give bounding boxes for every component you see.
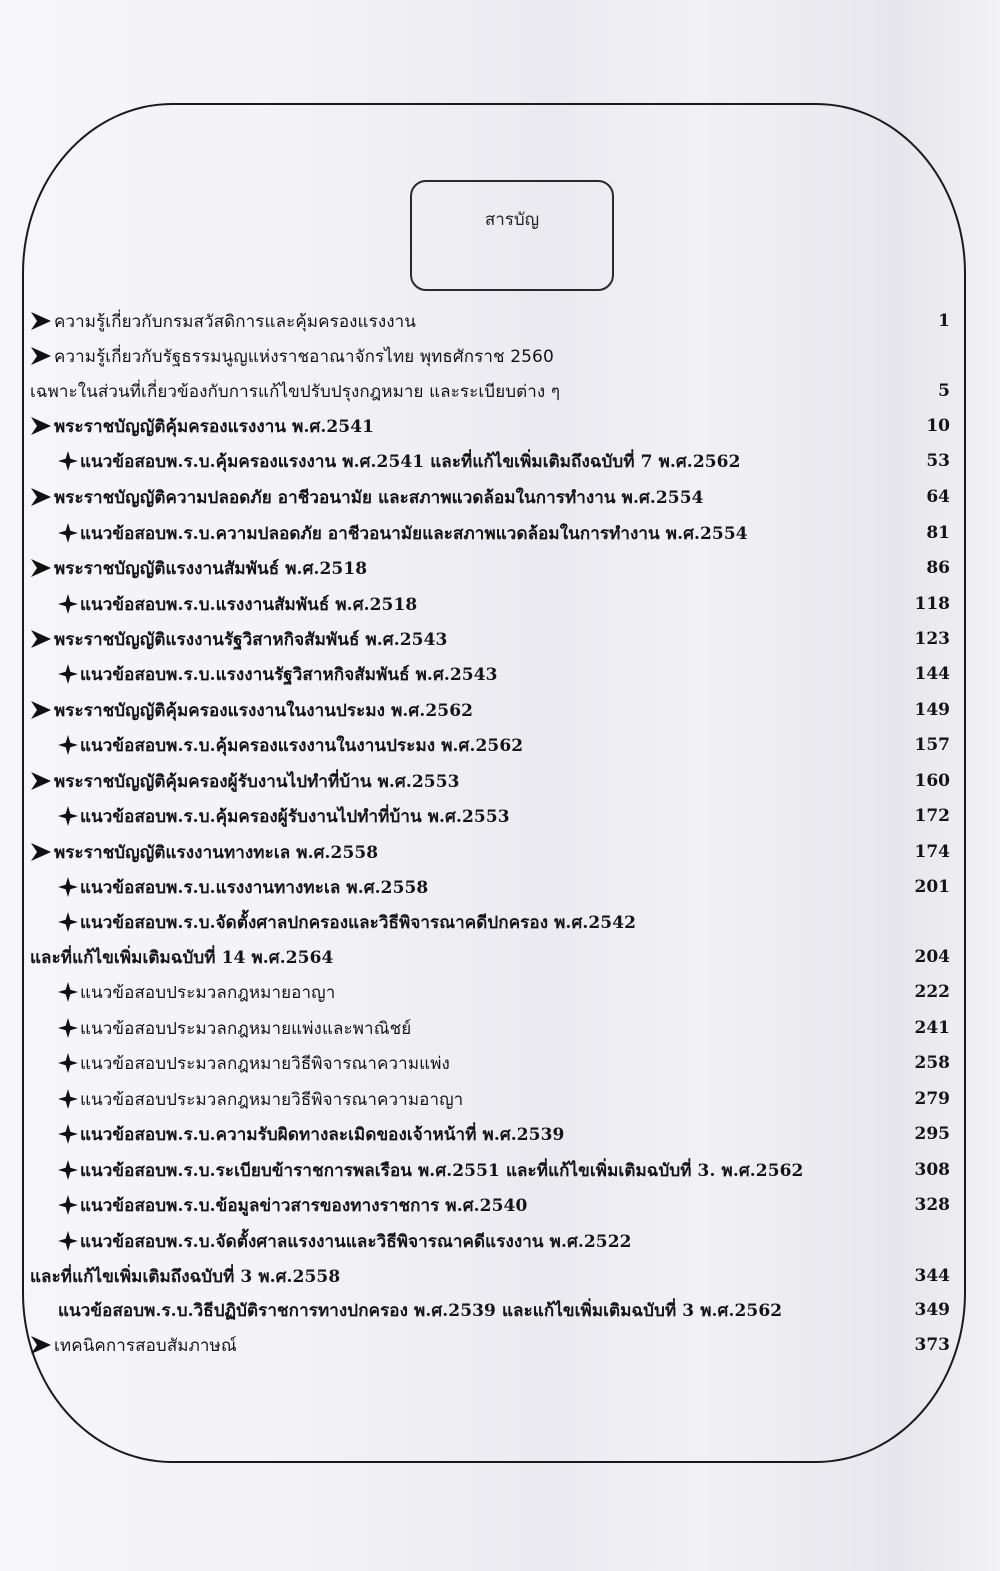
toc-page-number: 308 xyxy=(914,1160,950,1180)
toc-entry[interactable] xyxy=(30,975,950,1009)
toc-entry-title: เทคนิคการสอบสัมภาษณ์ xyxy=(54,1335,237,1356)
toc-page-number: 172 xyxy=(914,806,950,826)
arrow-bullet-icon xyxy=(30,311,52,331)
star-bullet-icon xyxy=(58,1160,78,1180)
toc-entry-title: แนวข้อสอบประมวลกฎหมายวิธีพิจารณาความอาญา xyxy=(80,1089,464,1110)
toc-entry[interactable] xyxy=(30,835,950,869)
toc-page-number: 160 xyxy=(914,771,950,791)
toc-entry-title: แนวข้อสอบพ.ร.บ.วิธีปฏิบัติราชการทางปกครอง พ.ศ.2539 และแก้ไขเพิ่มเติมฉบับที่ 3 พ.ศ.2562 xyxy=(58,1300,783,1321)
toc-entry-title: และที่แก้ไขเพิ่มเติมฉบับที่ 14 พ.ศ.2564 xyxy=(30,947,334,968)
toc-entry[interactable] xyxy=(30,1328,950,1362)
toc-page-number: 157 xyxy=(914,735,950,755)
toc-page-number: 1 xyxy=(938,311,950,331)
toc-entry[interactable] xyxy=(30,339,950,373)
star-bullet-icon xyxy=(58,806,78,826)
star-bullet-icon xyxy=(58,735,78,755)
star-bullet-icon xyxy=(58,1018,78,1038)
toc-entry[interactable] xyxy=(30,728,950,762)
arrow-bullet-icon xyxy=(30,346,52,366)
toc-page-number: 295 xyxy=(914,1124,950,1144)
toc-entry-title: พระราชบัญญัติคุ้มครองแรงงาน พ.ศ.2541 xyxy=(54,416,375,437)
toc-entry[interactable] xyxy=(30,551,950,585)
toc-entry-title: พระราชบัญญัติคุ้มครองแรงงานในงานประมง พ.ศ.2562 xyxy=(54,700,474,721)
toc-entry[interactable] xyxy=(30,480,950,514)
toc-entry-title: พระราชบัญญัติคุ้มครองผู้รับงานไปทำที่บ้าน พ.ศ.2553 xyxy=(54,771,460,792)
toc-entry[interactable] xyxy=(30,409,950,443)
toc-page-number: 118 xyxy=(914,594,950,614)
toc-entry-title: แนวข้อสอบพ.ร.บ.แรงงานทางทะเล พ.ศ.2558 xyxy=(80,877,429,898)
toc-entry-title: แนวข้อสอบพ.ร.บ.ความปลอดภัย อาชีวอนามัยและสภาพแวดล้อมในการทำงาน พ.ศ.2554 xyxy=(80,523,748,544)
arrow-bullet-icon xyxy=(30,629,52,649)
toc-entry[interactable] xyxy=(30,516,950,550)
arrow-bullet-icon xyxy=(30,558,52,578)
page-title: สารบัญ xyxy=(484,210,540,230)
toc-page-number: 86 xyxy=(926,558,950,578)
toc-entry-title: แนวข้อสอบพ.ร.บ.คุ้มครองแรงงาน พ.ศ.2541 และที่แก้ไขเพิ่มเติมถึงฉบับที่ 7 พ.ศ.2562 xyxy=(80,451,741,472)
toc-page-number: 204 xyxy=(914,947,950,967)
toc-entry-title: พระราชบัญญัติแรงงานรัฐวิสาหกิจสัมพันธ์ พ.ศ.2543 xyxy=(54,629,448,650)
toc-entry-title: แนวข้อสอบพ.ร.บ.แรงงานรัฐวิสาหกิจสัมพันธ์ พ.ศ.2543 xyxy=(80,664,498,685)
toc-entry[interactable] xyxy=(30,444,950,478)
toc-entry-title: พระราชบัญญัติความปลอดภัย อาชีวอนามัย และสภาพแวดล้อมในการทำงาน พ.ศ.2554 xyxy=(54,487,704,508)
toc-entry[interactable] xyxy=(30,1153,950,1187)
toc-page-number: 241 xyxy=(914,1018,950,1038)
arrow-bullet-icon xyxy=(30,1335,52,1355)
star-bullet-icon xyxy=(58,1124,78,1144)
toc-page-number: 53 xyxy=(926,451,950,471)
star-bullet-icon xyxy=(58,1195,78,1215)
star-bullet-icon xyxy=(58,594,78,614)
toc-entry[interactable] xyxy=(30,622,950,656)
star-bullet-icon xyxy=(58,1231,78,1251)
toc-entry-title: แนวข้อสอบประมวลกฎหมายอาญา xyxy=(80,982,336,1003)
arrow-bullet-icon xyxy=(30,700,52,720)
toc-entry-title: ความรู้เกี่ยวกับรัฐธรรมนูญแห่งราชอาณาจักรไทย พุทธศักราช 2560 xyxy=(54,346,554,367)
toc-entry[interactable] xyxy=(30,799,950,833)
toc-entry-title: แนวข้อสอบพ.ร.บ.จัดตั้งศาลปกครองและวิธีพิจารณาคดีปกครอง พ.ศ.2542 xyxy=(80,912,637,933)
toc-entry[interactable] xyxy=(30,1188,950,1222)
star-bullet-icon xyxy=(58,664,78,684)
arrow-bullet-icon xyxy=(30,487,52,507)
toc-entry-title: และที่แก้ไขเพิ่มเติมถึงฉบับที่ 3 พ.ศ.2558 xyxy=(30,1266,341,1287)
toc-entry-title: แนวข้อสอบพ.ร.บ.จัดตั้งศาลแรงงานและวิธีพิจารณาคดีแรงงาน พ.ศ.2522 xyxy=(80,1231,632,1252)
star-bullet-icon xyxy=(58,1089,78,1109)
toc-entry[interactable] xyxy=(30,764,950,798)
toc-entry-title: แนวข้อสอบพ.ร.บ.ข้อมูลข่าวสารของทางราชการ พ.ศ.2540 xyxy=(80,1195,528,1216)
toc-page-number: 149 xyxy=(914,700,950,720)
toc-entry[interactable] xyxy=(30,1117,950,1151)
toc-entry-title: เฉพาะในส่วนที่เกี่ยวข้องกับการแก้ไขปรับปรุงกฎหมาย และระเบียบต่าง ๆ xyxy=(30,381,561,402)
toc-page-number: 174 xyxy=(914,842,950,862)
toc-entry-title: พระราชบัญญัติแรงงานสัมพันธ์ พ.ศ.2518 xyxy=(54,558,368,579)
toc-title-box xyxy=(410,180,614,291)
toc-page-number: 373 xyxy=(914,1335,950,1355)
toc-entry-title: ความรู้เกี่ยวกับกรมสวัสดิการและคุ้มครองแรงงาน xyxy=(54,311,416,332)
star-bullet-icon xyxy=(58,912,78,932)
toc-entry[interactable] xyxy=(30,1046,950,1080)
star-bullet-icon xyxy=(58,982,78,1002)
toc-entry-title: แนวข้อสอบพ.ร.บ.ความรับผิดทางละเมิดของเจ้าหน้าที่ พ.ศ.2539 xyxy=(80,1124,565,1145)
toc-page-number: 258 xyxy=(914,1053,950,1073)
toc-page-number: 144 xyxy=(914,664,950,684)
toc-page-number: 64 xyxy=(926,487,950,507)
star-bullet-icon xyxy=(58,451,78,471)
toc-entry-title: แนวข้อสอบพ.ร.บ.ระเบียบข้าราชการพลเรือน พ.ศ.2551 และที่แก้ไขเพิ่มเติมฉบับที่ 3. พ.ศ.2562 xyxy=(80,1160,804,1181)
toc-entry-continuation[interactable] xyxy=(30,940,950,974)
toc-entry-title: แนวข้อสอบพ.ร.บ.คุ้มครองผู้รับงานไปทำที่บ้าน พ.ศ.2553 xyxy=(80,806,510,827)
toc-entry[interactable] xyxy=(30,905,950,939)
toc-entry-title: แนวข้อสอบประมวลกฎหมายวิธีพิจารณาความแพ่ง xyxy=(80,1053,450,1074)
star-bullet-icon xyxy=(58,877,78,897)
arrow-bullet-icon xyxy=(30,416,52,436)
toc-entry-continuation[interactable] xyxy=(30,374,950,408)
toc-entry[interactable] xyxy=(30,870,950,904)
toc-page-number: 10 xyxy=(926,416,950,436)
toc-page-number: 279 xyxy=(914,1089,950,1109)
arrow-bullet-icon xyxy=(30,842,52,862)
toc-entry-title: แนวข้อสอบประมวลกฎหมายแพ่งและพาณิชย์ xyxy=(80,1018,412,1039)
toc-entry-title: แนวข้อสอบพ.ร.บ.แรงงานสัมพันธ์ พ.ศ.2518 xyxy=(80,594,418,615)
toc-page-number: 222 xyxy=(914,982,950,1002)
toc-entry[interactable] xyxy=(30,1293,950,1327)
toc-page-number: 349 xyxy=(914,1300,950,1320)
toc-entry[interactable] xyxy=(30,1011,950,1045)
toc-entry[interactable] xyxy=(30,657,950,691)
toc-page-number: 328 xyxy=(914,1195,950,1215)
star-bullet-icon xyxy=(58,1053,78,1073)
toc-page-number: 81 xyxy=(926,523,950,543)
arrow-bullet-icon xyxy=(30,771,52,791)
toc-page-number: 123 xyxy=(914,629,950,649)
toc-entry-title: พระราชบัญญัติแรงงานทางทะเล พ.ศ.2558 xyxy=(54,842,379,863)
toc-entry[interactable] xyxy=(30,587,950,621)
toc-page-number: 344 xyxy=(914,1266,950,1286)
toc-entry[interactable] xyxy=(30,1224,950,1258)
toc-entry[interactable] xyxy=(30,693,950,727)
star-bullet-icon xyxy=(58,523,78,543)
toc-entry-continuation[interactable] xyxy=(30,1259,950,1293)
toc-page-number: 5 xyxy=(938,381,950,401)
toc-entry[interactable] xyxy=(30,1082,950,1116)
toc-entry-title: แนวข้อสอบพ.ร.บ.คุ้มครองแรงงานในงานประมง พ.ศ.2562 xyxy=(80,735,524,756)
toc-page-number: 201 xyxy=(914,877,950,897)
toc-entry[interactable] xyxy=(30,304,950,338)
